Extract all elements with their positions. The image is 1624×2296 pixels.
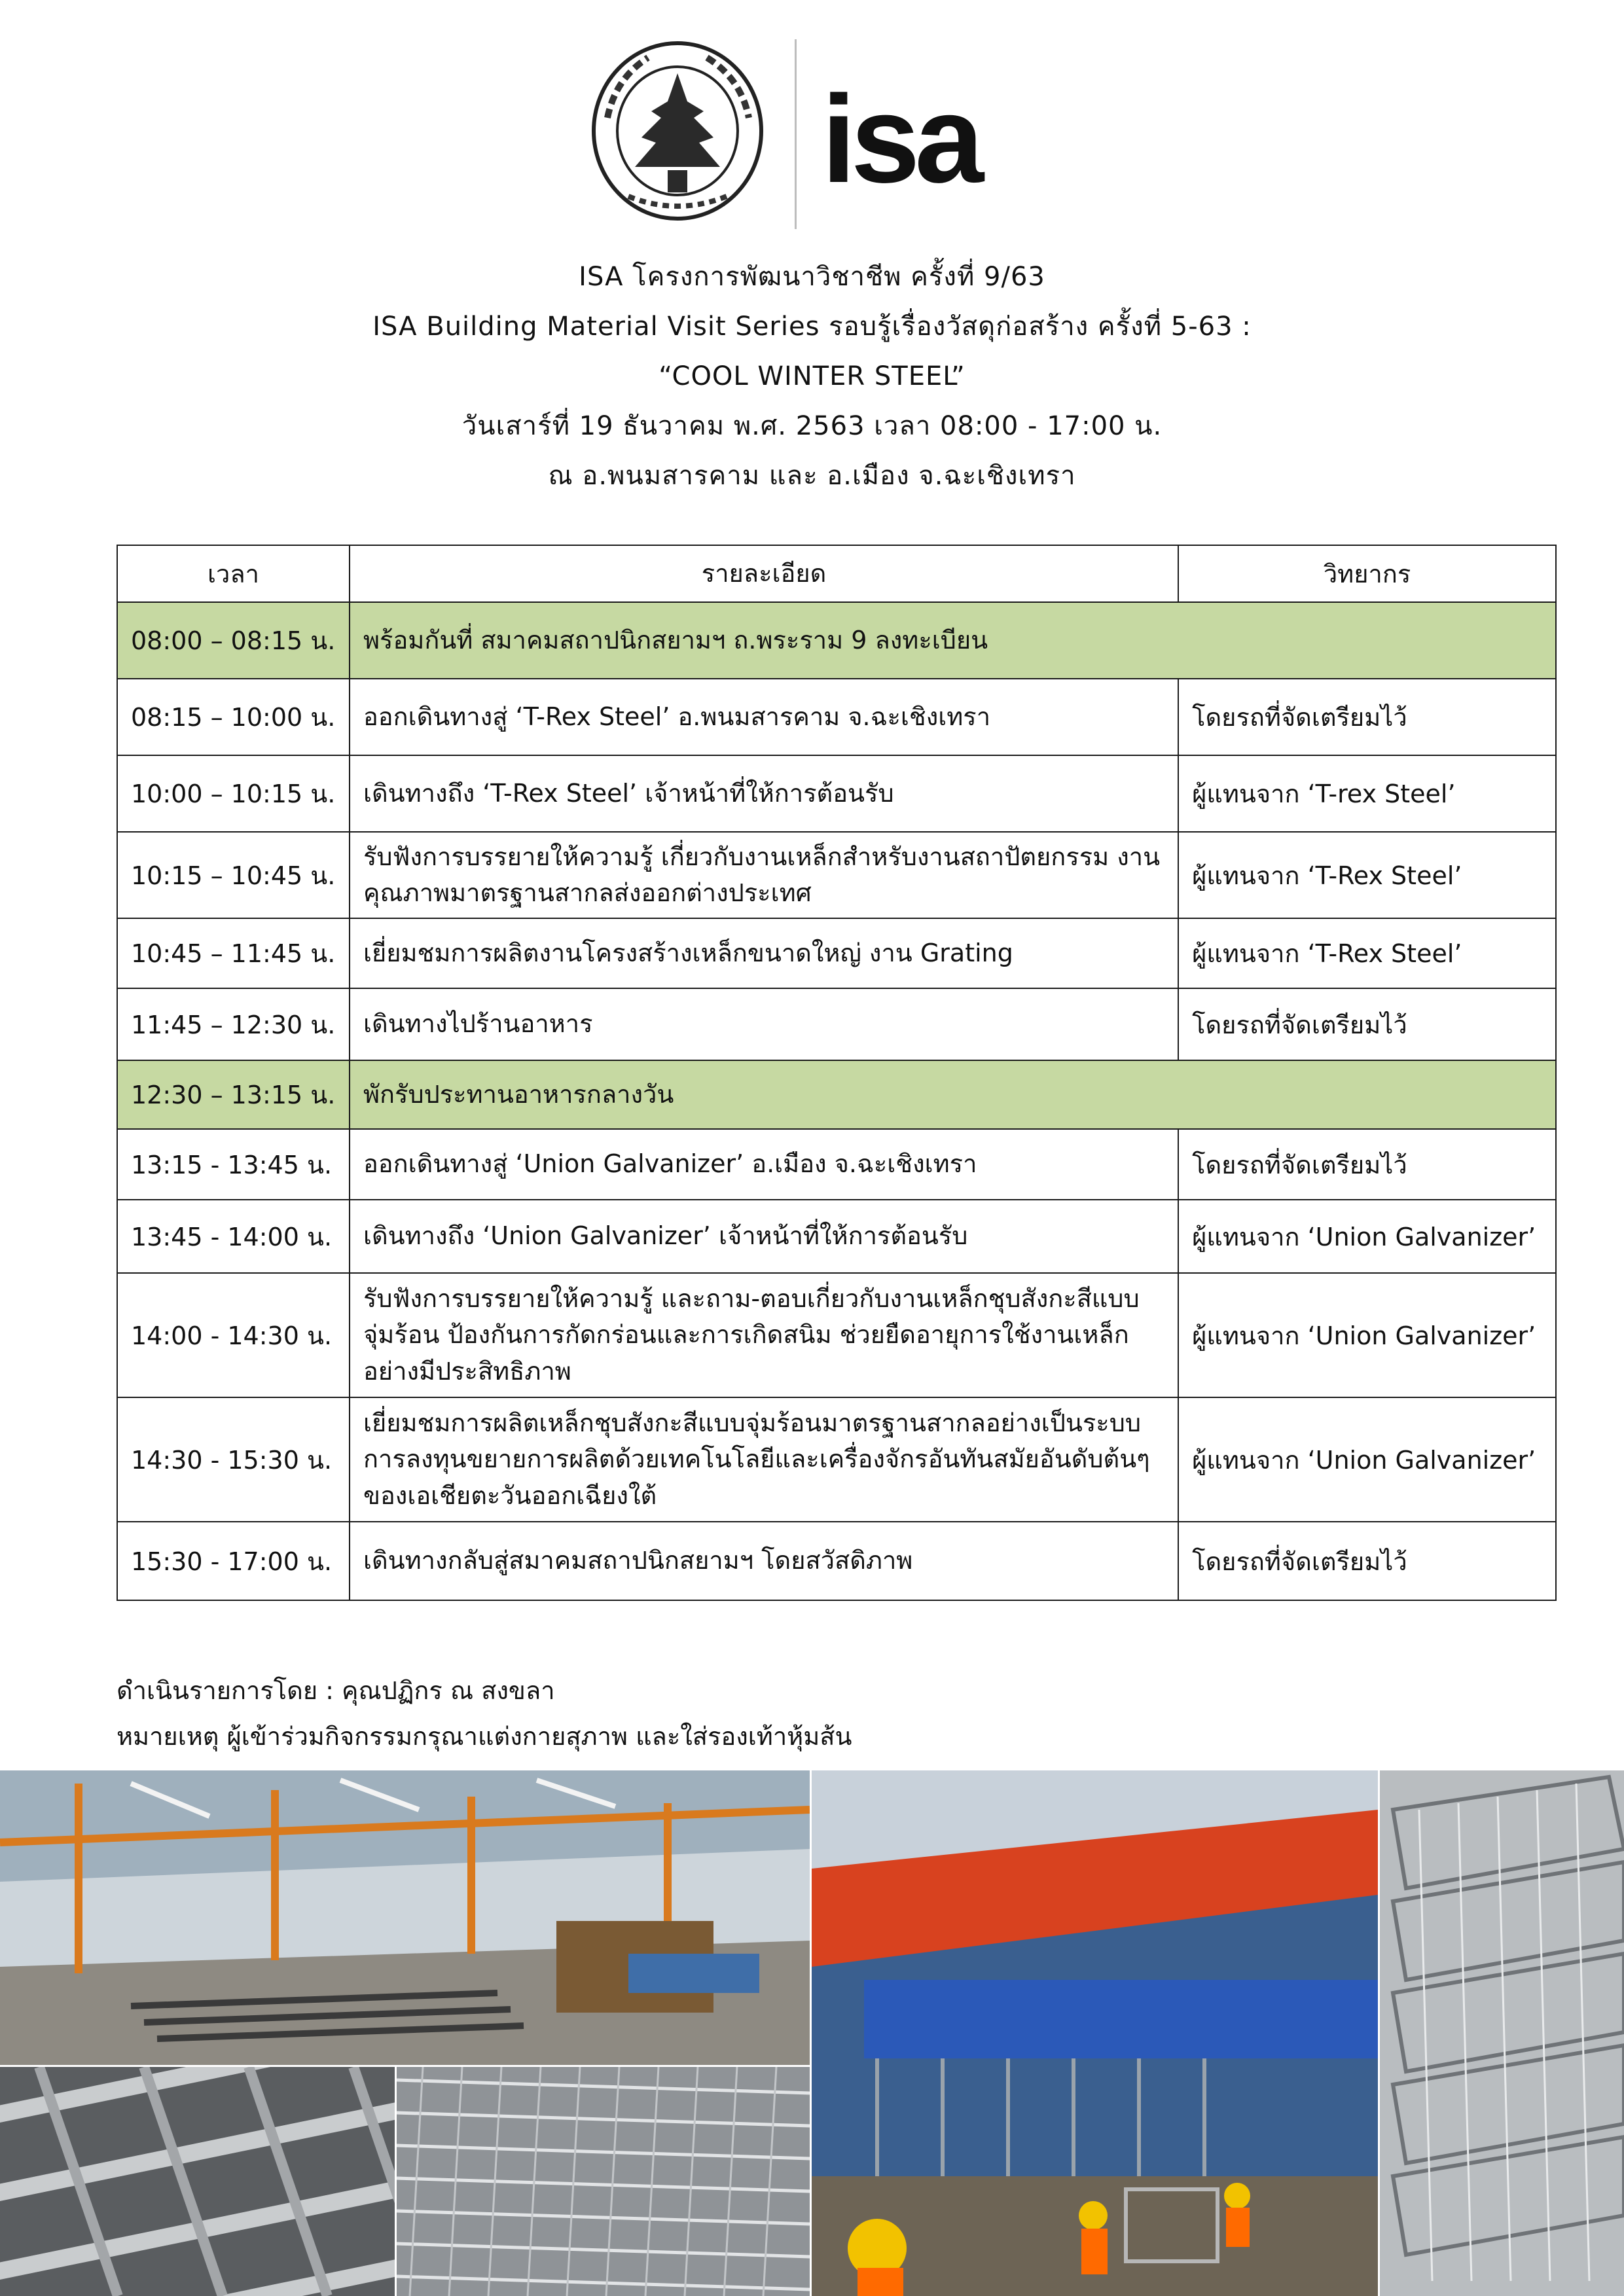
time-cell: 10:15 – 10:45 น. [117, 832, 350, 918]
table-header-row [117, 545, 1556, 602]
event-name: “COOL WINTER STEEL” [659, 361, 965, 391]
event-date: วันเสาร์ที่ 19 ธันวาคม พ.ศ. 2563 เวลา 08:00 - 17:00 น. [461, 411, 1163, 441]
speaker-cell: ผู้แทนจาก ‘T-Rex Steel’ [1178, 918, 1556, 988]
detail-cell: รับฟังการบรรยายให้ความรู้ และถาม-ตอบเกี่ยวกับงานเหล็กชุบสังกะสีแบบจุ่มร้อน ป้องกันการกัดกร่อนและการเกิดสนิม ช่วยยืดอายุการใช้งานเหล็กอย่างมีประสิทธิภาพ [350, 1273, 1178, 1397]
association-seal-logo-icon [589, 39, 766, 223]
header-logos [0, 33, 1624, 229]
table-row [117, 1397, 1556, 1522]
speaker-cell: ผู้แทนจาก ‘T-Rex Steel’ [1178, 832, 1556, 918]
table-row [117, 832, 1556, 918]
grating-closeup-photo [0, 2067, 395, 2296]
column-header-speaker: วิทยากร [1178, 545, 1556, 602]
detail-cell: ออกเดินทางสู่ ‘T-Rex Steel’ อ.พนมสารคาม จ.ฉะเชิงเทรา [350, 679, 1178, 755]
detail-cell: พร้อมกันที่ สมาคมสถาปนิกสยามฯ ถ.พระราม 9 ลงทะเบียน [350, 602, 1556, 679]
time-cell: 15:30 - 17:00 น. [117, 1522, 350, 1600]
table-row [117, 602, 1556, 679]
detail-cell: เดินทางถึง ‘Union Galvanizer’ เจ้าหน้าที่ให้การต้อนรับ [350, 1200, 1178, 1273]
time-cell: 14:00 - 14:30 น. [117, 1273, 350, 1397]
program-title: ISA โครงการพัฒนาวิชาชีพ ครั้งที่ 9/63 [579, 262, 1045, 292]
table-row [117, 1129, 1556, 1200]
series-title: ISA Building Material Visit Series รอบรู้เรื่องวัสดุก่อสร้าง ครั้งที่ 5-63 : [372, 312, 1252, 342]
grating-panels-stack-photo [1380, 1770, 1624, 2296]
time-cell: 08:15 – 10:00 น. [117, 679, 350, 755]
detail-cell: พักรับประทานอาหารกลางวัน [350, 1060, 1556, 1129]
table-row [117, 1200, 1556, 1273]
table-row [117, 918, 1556, 988]
table-row [117, 1060, 1556, 1129]
speaker-cell: โดยรถที่จัดเตรียมไว้ [1178, 679, 1556, 755]
speaker-cell: โดยรถที่จัดเตรียมไว้ [1178, 988, 1556, 1060]
table-row [117, 1522, 1556, 1600]
table-row [117, 988, 1556, 1060]
detail-cell: เดินทางถึง ‘T-Rex Steel’ เจ้าหน้าที่ให้การต้อนรับ [350, 755, 1178, 832]
column-header-detail: รายละเอียด [350, 545, 1178, 602]
table-row [117, 1273, 1556, 1397]
logo-divider [795, 39, 797, 229]
speaker-cell: โดยรถที่จัดเตรียมไว้ [1178, 1522, 1556, 1600]
remark-note: หมายเหตุ ผู้เข้าร่วมกิจกรรมกรุณาแต่งกายสุภาพ และใส่รองเท้าหุ้มส้น [117, 1722, 852, 1751]
isa-wordmark-logo-icon [821, 79, 1044, 196]
speaker-cell: โดยรถที่จัดเตรียมไว้ [1178, 1129, 1556, 1200]
speaker-cell: ผู้แทนจาก ‘T-rex Steel’ [1178, 755, 1556, 832]
detail-cell: รับฟังการบรรยายให้ความรู้ เกี่ยวกับงานเหล็กสำหรับงานสถาปัตยกรรม งานคุณภาพมาตรฐานสากลส่งออกต่างประเทศ [350, 832, 1178, 918]
time-cell: 10:00 – 10:15 น. [117, 755, 350, 832]
notes-block [117, 1668, 852, 1759]
event-location: ณ อ.พนมสารคาม และ อ.เมือง จ.ฉะเชิงเทรา [548, 461, 1076, 491]
detail-cell: เยี่ยมชมการผลิตงานโครงสร้างเหล็กขนาดใหญ่ งาน Grating [350, 918, 1178, 988]
detail-cell: เดินทางไปร้านอาหาร [350, 988, 1178, 1060]
time-cell: 14:30 - 15:30 น. [117, 1397, 350, 1522]
detail-cell: ออกเดินทางสู่ ‘Union Galvanizer’ อ.เมือง จ.ฉะเชิงเทรา [350, 1129, 1178, 1200]
organizer-note: ดำเนินรายการโดย : คุณปฏิกร ณ สงขลา [117, 1676, 555, 1705]
time-cell: 13:15 - 13:45 น. [117, 1129, 350, 1200]
detail-cell: เยี่ยมชมการผลิตเหล็กชุบสังกะสีแบบจุ่มร้อนมาตรฐานสากลอย่างเป็นระบบ การลงทุนขยายการผลิตด้วยเทคโนโลยีและเครื่องจักรอันทันสมัยอันดับต้นๆ ของเอเชียตะวันออกเฉียงใต้ [350, 1397, 1178, 1522]
table-row [117, 679, 1556, 755]
steel-factory-interior-photo [0, 1770, 810, 2065]
grating-mesh-photo [397, 2067, 810, 2296]
time-cell: 10:45 – 11:45 น. [117, 918, 350, 988]
time-cell: 11:45 – 12:30 น. [117, 988, 350, 1060]
speaker-cell: ผู้แทนจาก ‘Union Galvanizer’ [1178, 1397, 1556, 1522]
table-row [117, 755, 1556, 832]
galvanizing-plant-crane-photo [812, 1770, 1378, 2296]
event-title-block [0, 252, 1624, 501]
photo-collage [0, 1770, 1624, 2296]
schedule-table [117, 545, 1557, 1601]
speaker-cell: ผู้แทนจาก ‘Union Galvanizer’ [1178, 1200, 1556, 1273]
time-cell: 08:00 – 08:15 น. [117, 602, 350, 679]
speaker-cell: ผู้แทนจาก ‘Union Galvanizer’ [1178, 1273, 1556, 1397]
time-cell: 13:45 - 14:00 น. [117, 1200, 350, 1273]
time-cell: 12:30 – 13:15 น. [117, 1060, 350, 1129]
detail-cell: เดินทางกลับสู่สมาคมสถาปนิกสยามฯ โดยสวัสดิภาพ [350, 1522, 1178, 1600]
isa-logo-text: isa [821, 79, 979, 196]
column-header-time: เวลา [117, 545, 350, 602]
